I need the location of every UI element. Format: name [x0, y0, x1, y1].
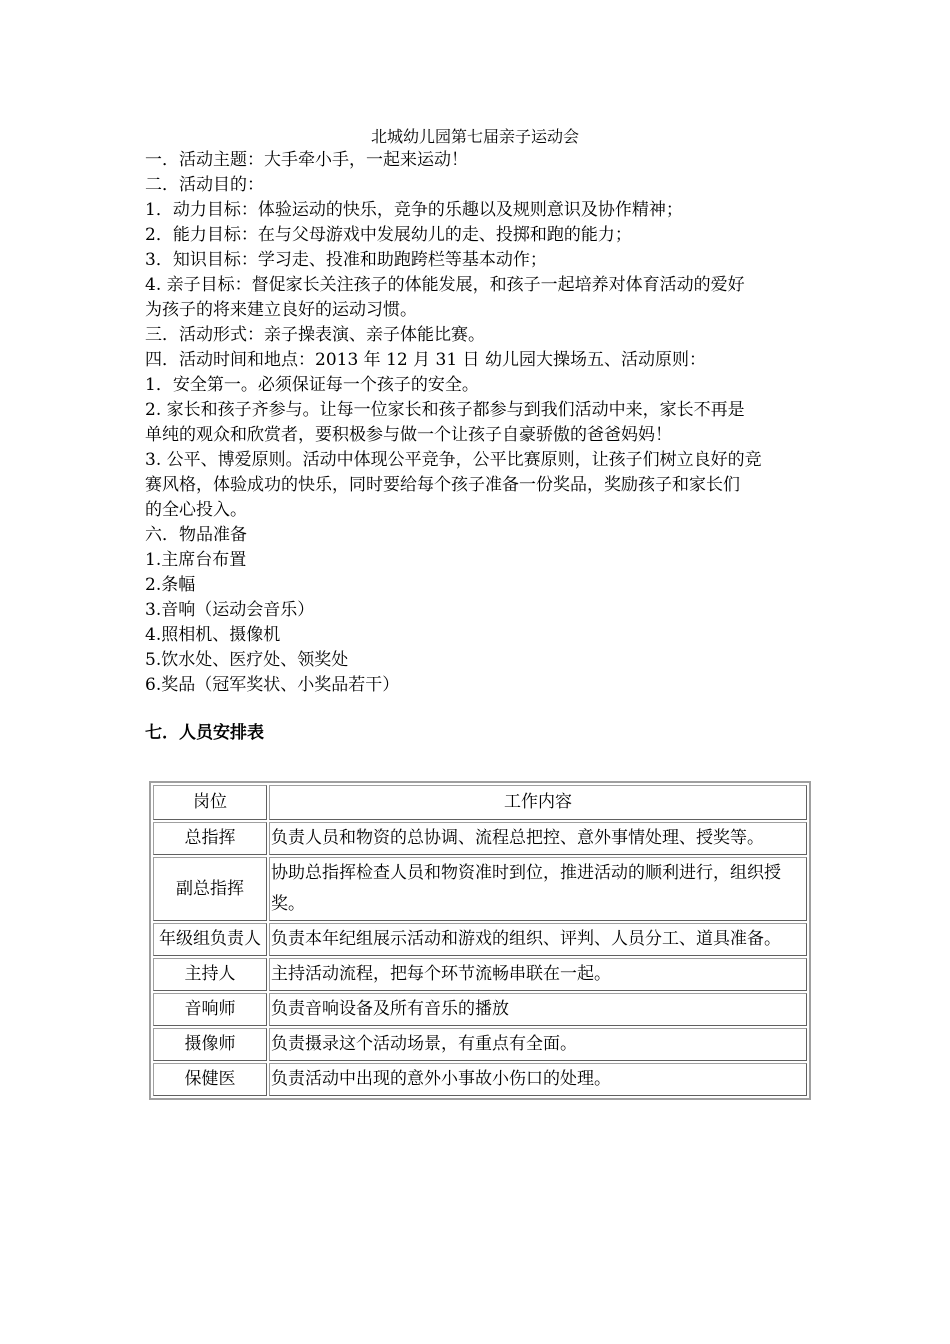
duty-cell: 负责人员和物资的总协调、流程总把控、意外事情处理、授奖等。: [269, 822, 807, 855]
column-header-duty: 工作内容: [269, 785, 807, 820]
role-cell: 副总指挥: [153, 857, 267, 921]
body-line: 单纯的观众和欣赏者，要积极参与做一个让孩子自豪骄傲的爸爸妈妈！: [145, 425, 672, 445]
duty-cell: 负责音响设备及所有音乐的播放: [269, 993, 807, 1026]
staff-table: [149, 781, 811, 1100]
table-row: [153, 857, 807, 921]
body-line: 2. 家长和孩子齐参与。让每一位家长和孩子都参与到我们活动中来，家长不再是: [145, 400, 745, 420]
body-line: 三．活动形式：亲子操表演、亲子体能比赛。: [145, 325, 485, 345]
body-line: 3. 公平、博爱原则。活动中体现公平竞争，公平比赛原则，让孩子们树立良好的竞: [145, 450, 762, 470]
body-line: 一．活动主题：大手牵小手，一起来运动！: [145, 150, 468, 170]
duty-cell: 主持活动流程，把每个环节流畅串联在一起。: [269, 958, 807, 991]
role-cell: 保健医: [153, 1063, 267, 1096]
body-line: 六．物品准备: [145, 525, 247, 545]
document-body: [145, 148, 813, 698]
body-line: 四．活动时间和地点：2013 年 12 月 31 日 幼儿园大操场五、活动原则：: [145, 350, 706, 370]
body-line: 4.照相机、摄像机: [145, 625, 281, 645]
body-line: 赛风格，体验成功的快乐，同时要给每个孩子准备一份奖品，奖励孩子和家长们: [145, 475, 740, 495]
table-row: [153, 923, 807, 956]
duty-cell: 负责本年纪组展示活动和游戏的组织、评判、人员分工、道具准备。: [269, 923, 807, 956]
body-line: 1．动力目标：体验运动的快乐，竞争的乐趣以及规则意识及协作精神；: [145, 200, 683, 220]
column-header-role: 岗位: [153, 785, 267, 820]
body-line: 2.条幅: [145, 575, 196, 595]
table-header-row: [153, 785, 807, 820]
body-line: 的全心投入。: [145, 500, 247, 520]
table-row: [153, 993, 807, 1026]
duty-cell: 协助总指挥检查人员和物资准时到位，推进活动的顺利进行，组织授奖。: [269, 857, 807, 921]
table-row: [153, 958, 807, 991]
table-row: [153, 822, 807, 855]
role-cell: 摄像师: [153, 1028, 267, 1061]
body-line: 1．安全第一。必须保证每一个孩子的安全。: [145, 375, 479, 395]
role-cell: 年级组负责人: [153, 923, 267, 956]
body-line: 4. 亲子目标：督促家长关注孩子的体能发展，和孩子一起培养对体育活动的爱好: [145, 275, 745, 295]
table-row: [153, 1028, 807, 1061]
document-title: 北城幼儿园第七届亲子运动会: [370, 127, 579, 146]
role-cell: 音响师: [153, 993, 267, 1026]
body-line: 5.饮水处、医疗处、领奖处: [145, 650, 349, 670]
body-line: 为孩子的将来建立良好的运动习惯。: [145, 300, 417, 320]
role-cell: 主持人: [153, 958, 267, 991]
body-line: 6.奖品（冠军奖状、小奖品若干）: [145, 675, 400, 695]
table-row: [153, 1063, 807, 1096]
body-line: 2．能力目标：在与父母游戏中发展幼儿的走、投掷和跑的能力；: [145, 225, 632, 245]
duty-cell: 负责活动中出现的意外小事故小伤口的处理。: [269, 1063, 807, 1096]
duty-cell: 负责摄录这个活动场景，有重点有全面。: [269, 1028, 807, 1061]
body-line: 3．知识目标：学习走、投准和助跑跨栏等基本动作；: [145, 250, 547, 270]
body-line: 3.音响（运动会音乐）: [145, 600, 315, 620]
body-line: 二．活动目的：: [145, 175, 264, 195]
body-line: 1.主席台布置: [145, 550, 247, 570]
role-cell: 总指挥: [153, 822, 267, 855]
section-heading-staff: 七．人员安排表: [145, 723, 264, 743]
